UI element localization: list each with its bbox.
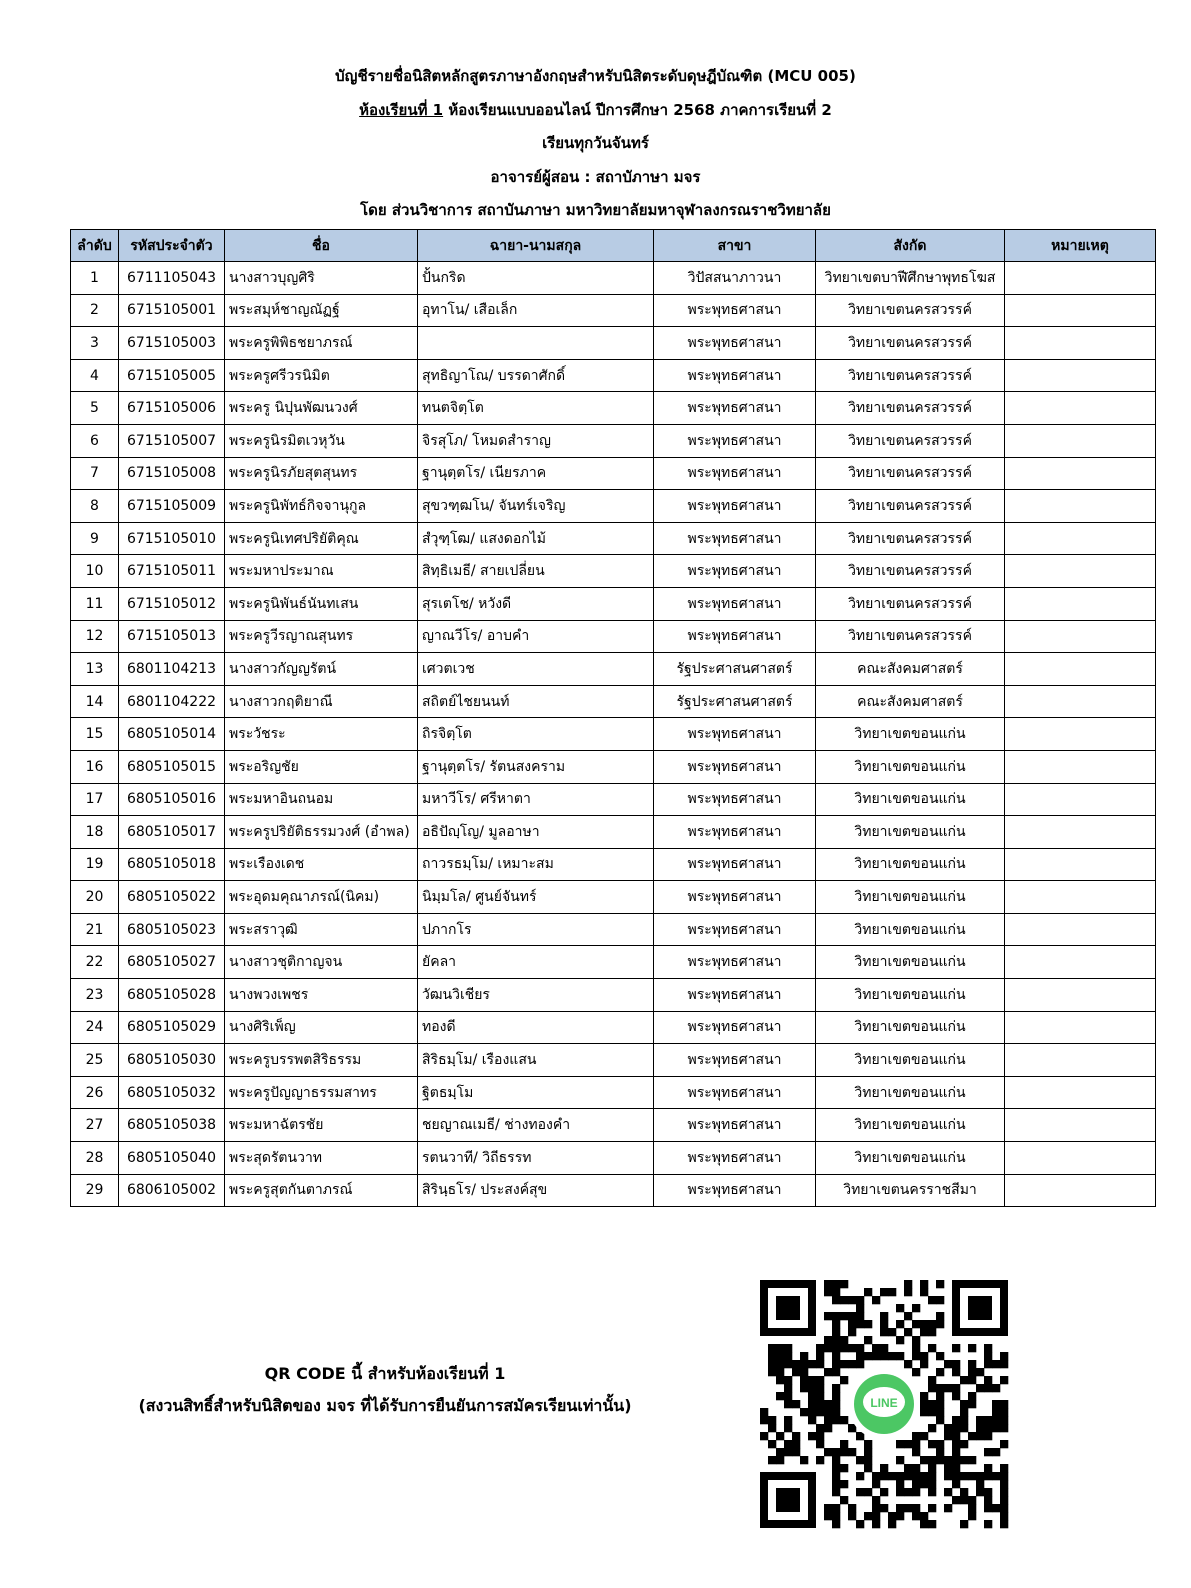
cell-name: พระครูนิรภัยสุตสุนทร (225, 457, 418, 490)
cell-student-id: 6805105014 (119, 718, 225, 751)
cell-major: รัฐประศาสนศาสตร์ (654, 685, 816, 718)
line-logo-text: LINE (870, 1396, 898, 1410)
cell-major: พระพุทธศาสนา (654, 1011, 816, 1044)
cell-no: 11 (71, 587, 119, 620)
cell-affiliation: วิทยาเขตขอนแก่น (816, 848, 1005, 881)
cell-major: พระพุทธศาสนา (654, 750, 816, 783)
cell-student-id: 6806105002 (119, 1174, 225, 1207)
cell-surname: ปั้นกริด (418, 262, 654, 295)
cell-affiliation: วิทยาเขตขอนแก่น (816, 1109, 1005, 1142)
instructor-line: อาจารย์ผู้สอน : สถาบัภาษา มจร (490, 167, 701, 186)
classroom-label: ห้องเรียนที่ 1 (359, 100, 444, 119)
cell-name: พระมหาฉัตรชัย (225, 1109, 418, 1142)
cell-student-id: 6715105013 (119, 620, 225, 653)
cell-student-id: 6715105011 (119, 555, 225, 588)
cell-surname: สุทธิญาโณ/ บรรดาศักดิ์ (418, 359, 654, 392)
cell-note (1005, 685, 1156, 718)
cell-student-id: 6715105007 (119, 424, 225, 457)
cell-major: พระพุทธศาสนา (654, 457, 816, 490)
cell-affiliation: วิทยาเขตขอนแก่น (816, 1044, 1005, 1077)
cell-note (1005, 359, 1156, 392)
cell-name: พระครูนิเทศปริยัติคุณ (225, 522, 418, 555)
col-header-note: หมายเหตุ (1005, 230, 1156, 262)
cell-student-id: 6805105016 (119, 783, 225, 816)
cell-surname: ฐิตธมฺโม (418, 1076, 654, 1109)
table-row (71, 262, 1156, 295)
table-row (71, 718, 1156, 751)
cell-major: พระพุทธศาสนา (654, 1142, 816, 1175)
cell-no: 13 (71, 653, 119, 686)
cell-major: พระพุทธศาสนา (654, 587, 816, 620)
cell-surname: รตนวาที/ วิถีธรรท (418, 1142, 654, 1175)
cell-major: พระพุทธศาสนา (654, 620, 816, 653)
cell-affiliation: วิทยาเขตขอนแก่น (816, 1142, 1005, 1175)
cell-surname: สิรินฺธโร/ ประสงค์สุข (418, 1174, 654, 1207)
cell-surname: วัฒนวิเชียร (418, 979, 654, 1012)
cell-affiliation: วิทยาเขตขอนแก่น (816, 979, 1005, 1012)
classroom-detail: ห้องเรียนแบบออนไลน์ ปีการศึกษา 2568 ภาคการเรียนที่ 2 (443, 100, 832, 119)
cell-student-id: 6715105012 (119, 587, 225, 620)
table-row (71, 359, 1156, 392)
table-row (71, 490, 1156, 523)
cell-note (1005, 881, 1156, 914)
cell-affiliation: วิทยาเขตขอนแก่น (816, 1011, 1005, 1044)
table-row (71, 848, 1156, 881)
cell-affiliation: วิทยาเขตขอนแก่น (816, 816, 1005, 849)
table-row (71, 522, 1156, 555)
cell-surname: ถาวรธมฺโม/ เหมาะสม (418, 848, 654, 881)
cell-surname (418, 327, 654, 360)
document-header (0, 60, 1191, 228)
cell-surname: สุรเตโช/ หวังดี (418, 587, 654, 620)
cell-affiliation: วิทยาเขตขอนแก่น (816, 718, 1005, 751)
cell-name: พระครูพิพิธชยาภรณ์ (225, 327, 418, 360)
cell-name: พระครูปริยัติธรรมวงศ์ (อำพล) (225, 816, 418, 849)
cell-note (1005, 946, 1156, 979)
cell-name: นางศิริเพ็ญ (225, 1011, 418, 1044)
cell-major: พระพุทธศาสนา (654, 979, 816, 1012)
cell-major: พระพุทธศาสนา (654, 424, 816, 457)
cell-student-id: 6805105029 (119, 1011, 225, 1044)
student-roster-table (70, 229, 1156, 1207)
cell-note (1005, 750, 1156, 783)
cell-note (1005, 262, 1156, 295)
cell-name: พระมหาอินถนอม (225, 783, 418, 816)
cell-affiliation: วิทยาเขตนครสวรรค์ (816, 555, 1005, 588)
cell-no: 29 (71, 1174, 119, 1207)
cell-major: พระพุทธศาสนา (654, 1044, 816, 1077)
cell-no: 27 (71, 1109, 119, 1142)
table-row (71, 1142, 1156, 1175)
cell-no: 22 (71, 946, 119, 979)
cell-student-id: 6805105040 (119, 1142, 225, 1175)
cell-student-id: 6715105001 (119, 294, 225, 327)
cell-major: พระพุทธศาสนา (654, 1109, 816, 1142)
cell-affiliation: วิทยาเขตนครสวรรค์ (816, 490, 1005, 523)
cell-no: 3 (71, 327, 119, 360)
cell-affiliation: วิทยาเขตนครสวรรค์ (816, 424, 1005, 457)
cell-name: พระครูวีรญาณสุนทร (225, 620, 418, 653)
cell-affiliation: วิทยาเขตนครสวรรค์ (816, 522, 1005, 555)
cell-surname: อธิปัญฺโญ/ มูลอาษา (418, 816, 654, 849)
cell-student-id: 6715105010 (119, 522, 225, 555)
cell-surname: ทนตจิตฺโต (418, 392, 654, 425)
cell-note (1005, 653, 1156, 686)
cell-affiliation: วิทยาเขตนครสวรรค์ (816, 587, 1005, 620)
table-row (71, 1109, 1156, 1142)
cell-major: พระพุทธศาสนา (654, 359, 816, 392)
col-header-major: สาขา (654, 230, 816, 262)
cell-affiliation: วิทยาเขตขอนแก่น (816, 881, 1005, 914)
cell-student-id: 6801104222 (119, 685, 225, 718)
col-header-id: รหัสประจำตัว (119, 230, 225, 262)
cell-note (1005, 294, 1156, 327)
cell-affiliation: วิทยาเขตบาฬีศึกษาพุทธโฆส (816, 262, 1005, 295)
cell-no: 16 (71, 750, 119, 783)
cell-name: นางสาวบุญศิริ (225, 262, 418, 295)
cell-name: พระครูบรรพตสิริธรรม (225, 1044, 418, 1077)
cell-no: 24 (71, 1011, 119, 1044)
cell-note (1005, 1142, 1156, 1175)
cell-student-id: 6801104213 (119, 653, 225, 686)
cell-major: พระพุทธศาสนา (654, 718, 816, 751)
cell-no: 2 (71, 294, 119, 327)
table-row (71, 1044, 1156, 1077)
cell-major: พระพุทธศาสนา (654, 490, 816, 523)
cell-note (1005, 1076, 1156, 1109)
cell-note (1005, 816, 1156, 849)
cell-major: รัฐประศาสนศาสตร์ (654, 653, 816, 686)
qr-caption-line1: QR CODE นี้ สำหรับห้องเรียนที่ 1 (264, 1364, 506, 1383)
cell-surname: ถิรจิตฺโต (418, 718, 654, 751)
cell-student-id: 6715105008 (119, 457, 225, 490)
qr-code-icon (750, 1270, 1018, 1538)
cell-name: พระมหาประมาณ (225, 555, 418, 588)
cell-affiliation: วิทยาเขตขอนแก่น (816, 750, 1005, 783)
cell-note (1005, 1109, 1156, 1142)
cell-major: พระพุทธศาสนา (654, 555, 816, 588)
col-header-name: ชื่อ (225, 230, 418, 262)
cell-note (1005, 718, 1156, 751)
cell-affiliation: วิทยาเขตนครสวรรค์ (816, 327, 1005, 360)
cell-student-id: 6805105028 (119, 979, 225, 1012)
cell-student-id: 6805105015 (119, 750, 225, 783)
cell-note (1005, 1174, 1156, 1207)
cell-no: 19 (71, 848, 119, 881)
cell-affiliation: วิทยาเขตนครสวรรค์ (816, 620, 1005, 653)
cell-note (1005, 783, 1156, 816)
cell-surname: สิริธมฺโม/ เรืองแสน (418, 1044, 654, 1077)
cell-major: พระพุทธศาสนา (654, 946, 816, 979)
cell-name: พระครูนิรมิตเวหุวัน (225, 424, 418, 457)
cell-affiliation: วิทยาเขตนครสวรรค์ (816, 294, 1005, 327)
document-title: บัญชีรายชื่อนิสิตหลักสูตรภาษาอังกฤษสำหรับนิสิตระดับดุษฎีบัณฑิต (MCU 005) (335, 67, 856, 85)
col-header-no: ลำดับ (71, 230, 119, 262)
cell-no: 15 (71, 718, 119, 751)
cell-note (1005, 327, 1156, 360)
cell-note (1005, 979, 1156, 1012)
qr-finder-top-right (952, 1280, 1008, 1336)
cell-no: 4 (71, 359, 119, 392)
cell-major: พระพุทธศาสนา (654, 522, 816, 555)
cell-affiliation: วิทยาเขตนครราชสีมา (816, 1174, 1005, 1207)
cell-name: นางสาวชุติกาญจน (225, 946, 418, 979)
cell-affiliation: คณะสังคมศาสตร์ (816, 685, 1005, 718)
cell-affiliation: วิทยาเขตขอนแก่น (816, 913, 1005, 946)
cell-name: พระวัชระ (225, 718, 418, 751)
cell-name: พระอริญชัย (225, 750, 418, 783)
cell-no: 5 (71, 392, 119, 425)
cell-affiliation: วิทยาเขตนครสวรรค์ (816, 359, 1005, 392)
cell-no: 26 (71, 1076, 119, 1109)
cell-student-id: 6805105038 (119, 1109, 225, 1142)
table-row (71, 783, 1156, 816)
schedule-line: เรียนทุกวันจันทร์ (542, 134, 649, 152)
qr-caption-line2: (สงวนสิทธิ์สำหรับนิสิตของ มจร ที่ได้รับการยืนยันการสมัครเรียนเท่านั้น) (138, 1396, 632, 1415)
cell-affiliation: วิทยาเขตขอนแก่น (816, 946, 1005, 979)
table-header-row (71, 230, 1156, 262)
cell-surname: ฐานุตฺตโร/ เนียรภาค (418, 457, 654, 490)
table-row (71, 946, 1156, 979)
table-row (71, 327, 1156, 360)
cell-surname: ยัคลา (418, 946, 654, 979)
cell-name: พระสุดรัตนวาท (225, 1142, 418, 1175)
cell-name: พระครูนิพัทธ์กิจจานุกูล (225, 490, 418, 523)
table-row (71, 750, 1156, 783)
table-row (71, 1174, 1156, 1207)
cell-surname: สํวุฑฺโฒ/ แสงดอกไม้ (418, 522, 654, 555)
table-row (71, 1011, 1156, 1044)
cell-affiliation: วิทยาเขตนครสวรรค์ (816, 392, 1005, 425)
cell-surname: สถิตย์ไชยนนท์ (418, 685, 654, 718)
cell-surname: ญาณวีโร/ อาบคำ (418, 620, 654, 653)
cell-no: 17 (71, 783, 119, 816)
cell-note (1005, 522, 1156, 555)
table-row (71, 424, 1156, 457)
qr-finder-top-left (760, 1280, 816, 1336)
cell-name: นางสาวกฤติยาณี (225, 685, 418, 718)
cell-name: นางพวงเพชร (225, 979, 418, 1012)
cell-name: นางสาวกัญญรัตน์ (225, 653, 418, 686)
cell-affiliation: วิทยาเขตขอนแก่น (816, 1076, 1005, 1109)
cell-name: พระสมุห์ชาญณัฏฐ์ (225, 294, 418, 327)
table-row (71, 555, 1156, 588)
cell-surname: สิทฺธิเมธี/ สายเปลี่ยน (418, 555, 654, 588)
cell-major: พระพุทธศาสนา (654, 848, 816, 881)
cell-no: 18 (71, 816, 119, 849)
cell-note (1005, 848, 1156, 881)
cell-name: พระเรืองเดช (225, 848, 418, 881)
table-row (71, 620, 1156, 653)
cell-no: 1 (71, 262, 119, 295)
table-row (71, 294, 1156, 327)
cell-surname: สุขวฑฺฒโน/ จันทร์เจริญ (418, 490, 654, 523)
cell-student-id: 6715105006 (119, 392, 225, 425)
cell-student-id: 6805105030 (119, 1044, 225, 1077)
cell-student-id: 6715105009 (119, 490, 225, 523)
organizer-line: โดย ส่วนวิชาการ สถาบันภาษา มหาวิทยาลัยมหาจุฬาลงกรณราชวิทยาลัย (360, 201, 831, 219)
cell-major: พระพุทธศาสนา (654, 392, 816, 425)
cell-no: 21 (71, 913, 119, 946)
cell-note (1005, 457, 1156, 490)
cell-no: 14 (71, 685, 119, 718)
cell-student-id: 6715105005 (119, 359, 225, 392)
cell-student-id: 6805105022 (119, 881, 225, 914)
cell-note (1005, 620, 1156, 653)
cell-student-id: 6715105003 (119, 327, 225, 360)
col-header-affiliation: สังกัด (816, 230, 1005, 262)
cell-no: 23 (71, 979, 119, 1012)
col-header-surname: ฉายา-นามสกุล (418, 230, 654, 262)
cell-student-id: 6805105032 (119, 1076, 225, 1109)
cell-student-id: 6805105017 (119, 816, 225, 849)
cell-major: พระพุทธศาสนา (654, 294, 816, 327)
cell-name: พระอุดมคุณาภรณ์(นิคม) (225, 881, 418, 914)
cell-note (1005, 490, 1156, 523)
table-row (71, 457, 1156, 490)
table-row (71, 881, 1156, 914)
cell-note (1005, 555, 1156, 588)
cell-surname: เศวตเวช (418, 653, 654, 686)
cell-student-id: 6805105023 (119, 913, 225, 946)
classroom-line (0, 94, 1191, 128)
line-logo-icon (848, 1368, 920, 1440)
cell-major: พระพุทธศาสนา (654, 1076, 816, 1109)
cell-note (1005, 1044, 1156, 1077)
cell-surname: มหาวีโร/ ศรีหาตา (418, 783, 654, 816)
table-row (71, 653, 1156, 686)
cell-major: พระพุทธศาสนา (654, 881, 816, 914)
table-row (71, 1076, 1156, 1109)
cell-major: พระพุทธศาสนา (654, 1174, 816, 1207)
cell-major: พระพุทธศาสนา (654, 816, 816, 849)
cell-major: วิปัสสนาภาวนา (654, 262, 816, 295)
cell-note (1005, 424, 1156, 457)
cell-surname: จิรสุโภ/ โหมดสำราญ (418, 424, 654, 457)
cell-name: พระครูสุตกันตาภรณ์ (225, 1174, 418, 1207)
cell-affiliation: วิทยาเขตนครสวรรค์ (816, 457, 1005, 490)
cell-name: พระสราวุฒิ (225, 913, 418, 946)
table-row (71, 685, 1156, 718)
cell-student-id: 6805105027 (119, 946, 225, 979)
cell-surname: ปภากโร (418, 913, 654, 946)
cell-surname: นิมฺมโล/ ศูนย์จันทร์ (418, 881, 654, 914)
cell-surname: ทองดี (418, 1011, 654, 1044)
table-row (71, 979, 1156, 1012)
cell-no: 6 (71, 424, 119, 457)
cell-surname: ฐานุตฺตโร/ รัตนสงคราม (418, 750, 654, 783)
cell-surname: อุทาโน/ เสือเล็ก (418, 294, 654, 327)
cell-major: พระพุทธศาสนา (654, 327, 816, 360)
cell-note (1005, 392, 1156, 425)
cell-no: 25 (71, 1044, 119, 1077)
cell-no: 7 (71, 457, 119, 490)
cell-name: พระครูนิพันธ์นันทเสน (225, 587, 418, 620)
table-row (71, 816, 1156, 849)
qr-finder-bottom-left (760, 1472, 816, 1528)
table-body (71, 262, 1156, 1207)
cell-note (1005, 587, 1156, 620)
cell-name: พระครู นิปุนพัฒนวงศ์ (225, 392, 418, 425)
cell-note (1005, 913, 1156, 946)
cell-no: 28 (71, 1142, 119, 1175)
cell-no: 20 (71, 881, 119, 914)
table-row (71, 587, 1156, 620)
cell-major: พระพุทธศาสนา (654, 783, 816, 816)
cell-affiliation: วิทยาเขตขอนแก่น (816, 783, 1005, 816)
line-qr-code[interactable] (750, 1270, 1018, 1538)
cell-major: พระพุทธศาสนา (654, 913, 816, 946)
table-row (71, 392, 1156, 425)
cell-surname: ชยญาณเมธี/ ช่างทองคำ (418, 1109, 654, 1142)
qr-caption (40, 1358, 730, 1422)
cell-student-id: 6711105043 (119, 262, 225, 295)
cell-name: พระครูปัญญาธรรมสาทร (225, 1076, 418, 1109)
cell-no: 9 (71, 522, 119, 555)
cell-no: 12 (71, 620, 119, 653)
cell-student-id: 6805105018 (119, 848, 225, 881)
cell-note (1005, 1011, 1156, 1044)
cell-name: พระครูศรีวรนิมิต (225, 359, 418, 392)
cell-no: 8 (71, 490, 119, 523)
cell-affiliation: คณะสังคมศาสตร์ (816, 653, 1005, 686)
table-row (71, 913, 1156, 946)
cell-no: 10 (71, 555, 119, 588)
